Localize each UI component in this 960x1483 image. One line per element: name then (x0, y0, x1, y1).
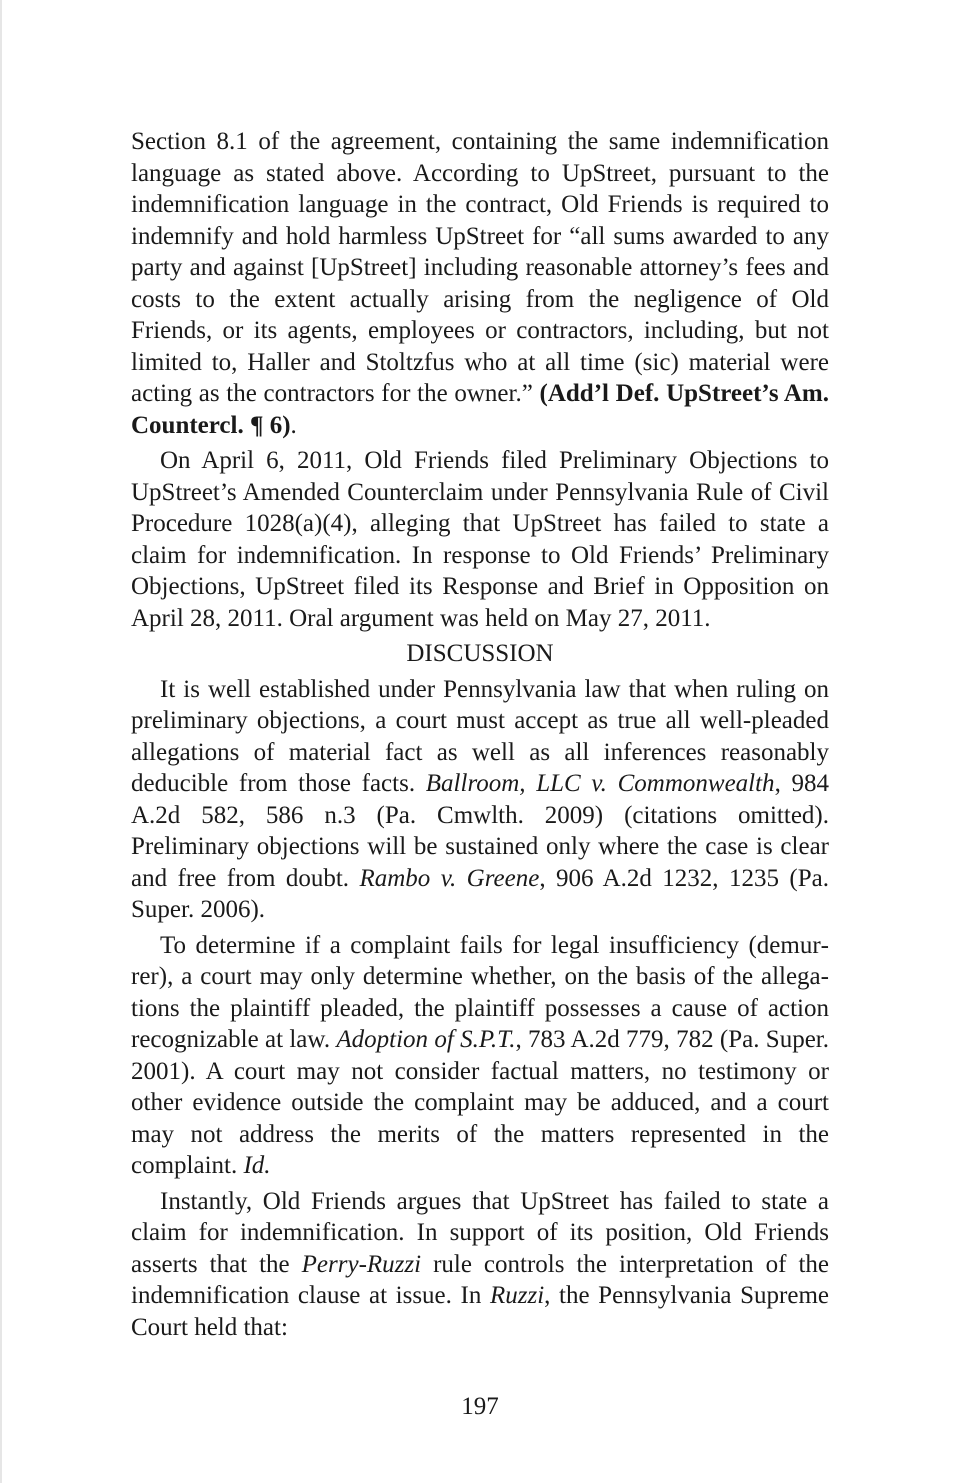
paragraph-demurrer-standard (131, 930, 829, 1182)
paragraph-section-8-1 (131, 126, 829, 441)
document-body (131, 126, 829, 1347)
paragraph-text: Instantly, Old Friends argues that UpStreet has failed to state a claim for indemnification. In support of its position, Old Friends asserts that the (131, 1187, 829, 1278)
paragraph-preliminary-objections-standard (131, 674, 829, 926)
paragraph-text: , 783 A.2d 779, 782 (Pa. Super. 2001). A court may not consider factual matters, no testimony or other evidence outside the complaint may be adduced, and a court may not address the merits of the matters represented in the complaint. (131, 1026, 829, 1179)
paragraph-text: , the Pennsylvania Supreme Court held that: (131, 1282, 829, 1341)
case-name-adoption: Adoption of S.P.T. (336, 1026, 516, 1053)
paragraph-text: It is well established under Pennsylvania law that when ruling on preliminary objections, a court must accept as true all well-pleaded allegations of material fact as well as all inferences reasonably deducible from those facts. (131, 675, 829, 797)
case-name-rambo: Rambo v. Greene (359, 864, 540, 892)
page-edge (0, 0, 2, 1483)
paragraph-text: Section 8.1 of the agreement, containing the same indemnification language as stated above. According to UpStreet, pursuant to the indemnification language in the contract, Old Friends is required to indemnify and hold harmless UpStreet for “all sums awarded to any party and against [UpStreet] including reasonable attorney’s fees and costs to the extent actually arising from the negligence of Old Friends, or its agents, employees or contractors, including, but not limited to, Haller and Stoltzfus who at all time (sic) material were acting as the contractors for the owner.” (131, 128, 829, 407)
paragraph-procedural-history (131, 445, 829, 634)
paragraph-perry-ruzzi (131, 1186, 829, 1344)
paragraph-text: , 906 A.2d 1232, 1235 (Pa. Super. 2006). (131, 864, 830, 923)
section-heading-discussion: DISCUSSION (406, 640, 554, 667)
counterclaim-citation: (Add’l Def. UpStreet’s Am. Countercl. ¶ 6) (131, 380, 830, 439)
paragraph-text: To determine if a complaint fails for legal insufficiency (demurrer), a court may only determine whether, on the basis of the allegations the plaintiff pleaded, the plaintiff possesses a cause of action recognizable at law. (131, 931, 829, 1053)
case-name-ballroom: Ballroom, LLC v. Commonwealth (425, 770, 775, 797)
id-citation: Id. (243, 1152, 271, 1179)
paragraph-text: On April 6, 2011, Old Friends filed Preliminary Objections to UpStreet’s Amended Counterclaim under Pennsylvania Rule of Civil Procedure 1028(a)(4), alleging that UpStreet has failed to state a claim for indemnification. In response to Old Friends’ Preliminary Objections, UpStreet filed its Response and Brief in Opposition on April 28, 2011. Oral argument was held on May 27, 2011. (131, 447, 829, 632)
sentence-end: . (290, 411, 297, 439)
case-name-ruzzi: Ruzzi (489, 1282, 545, 1309)
paragraph-text: rule controls the interpretation of the indemnification clause at issue. In (131, 1250, 829, 1309)
paragraph-text: , 984 A.2d 582, 586 n.3 (Pa. Cmwlth. 2009) (citations omitted). Preliminary objections will be sustained only where the case is clear and free from doubt. (131, 770, 830, 892)
rule-name-perry-ruzzi: Perry-Ruzzi (301, 1250, 422, 1278)
page-number: 197 (461, 1393, 499, 1420)
